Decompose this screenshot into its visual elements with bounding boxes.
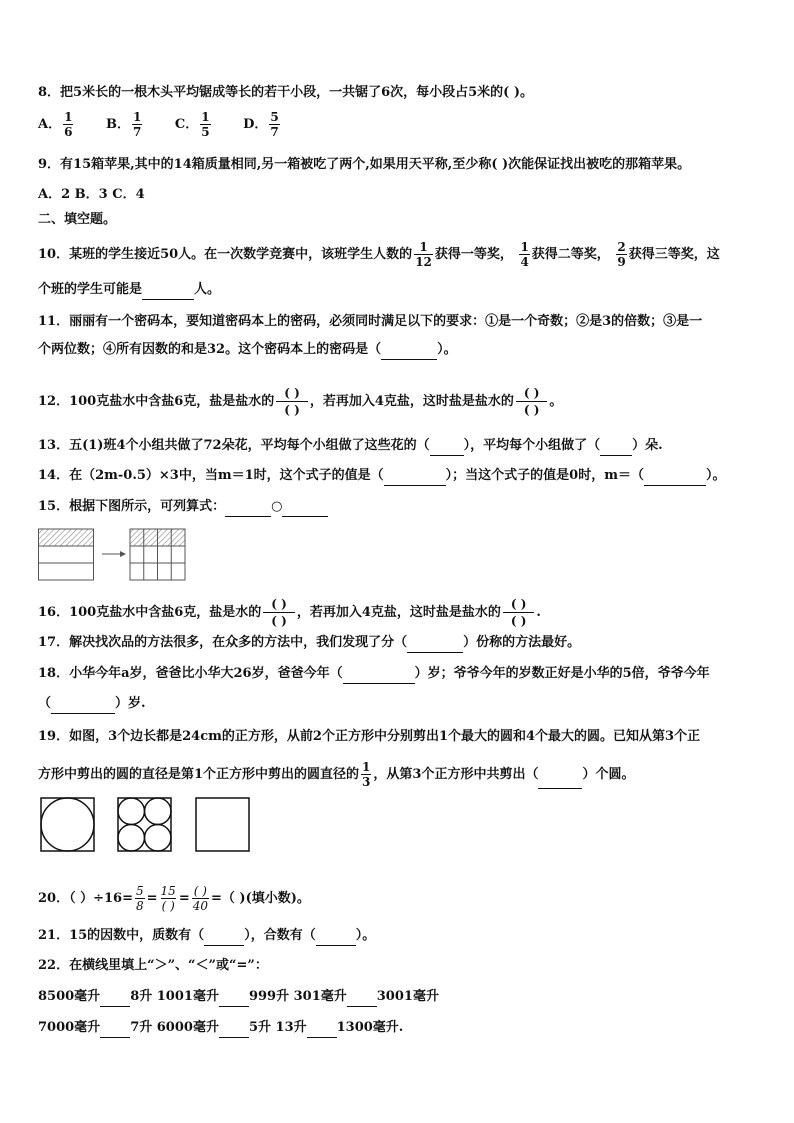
q14-text: 14．在（2m-0.5）×3中，当m＝1时，这个式子的值是（ ）；当这个式子的值是0时，m＝（ ）。 bbox=[38, 466, 725, 486]
q19-line2: 方形中剪出的圆的直径是第1个正方形中剪出的圆直径的 $\frac{1}{3}$ ，从第3个正方形中共剪出（ ）个圆。 bbox=[38, 760, 635, 789]
q22-blank-5[interactable] bbox=[219, 1023, 249, 1038]
q22-title: 22．在横线里填上“＞”、“＜”或“=”： bbox=[38, 958, 268, 973]
q15-right-grid bbox=[130, 529, 185, 580]
q10-answer-blank[interactable] bbox=[142, 285, 194, 300]
q13-blank-2[interactable] bbox=[600, 441, 632, 456]
q18-blank-1[interactable] bbox=[343, 669, 415, 684]
q22-blank-4[interactable] bbox=[100, 1023, 130, 1038]
q8-option-a[interactable]: A． $\frac{1}{6}$ bbox=[38, 110, 73, 139]
q22-row-1: 8500毫升 8升 1001毫升 999升 301毫升 3001毫升 bbox=[38, 987, 439, 1007]
q21-blank-2[interactable] bbox=[316, 931, 356, 946]
q19-square-2 bbox=[118, 798, 171, 851]
q8-option-c[interactable]: C． $\frac{1}{5}$ bbox=[174, 110, 210, 139]
q19-figure bbox=[40, 797, 280, 853]
q20-fraction-3[interactable]: $\frac{( )}{40}$ bbox=[192, 884, 209, 913]
q22-row-2: 7000毫升 7升 6000毫升 5升 13升 1300毫升. bbox=[38, 1018, 403, 1038]
q21-text: 21．15的因数中，质数有（ ），合数有（ ）。 bbox=[38, 926, 375, 946]
q18-line2: （ ）岁. bbox=[38, 694, 146, 714]
q16-fraction-2[interactable]: ( ) ( ) bbox=[503, 596, 535, 629]
q11-line1: 11．丽丽有一个密码本，要知道密码本上的密码，必须同时满足以下的要求：①是一个奇数；②是3的倍数；③是一 bbox=[38, 314, 703, 329]
q16-text: 16．100克盐水中含盐6克，盐是水的 ( ) ( ) ，若再加入4克盐，这时盐是盐水的 ( ) ( ) . bbox=[38, 597, 541, 628]
q17-blank[interactable] bbox=[407, 638, 463, 653]
q22-blank-3[interactable] bbox=[347, 992, 377, 1007]
q15-arrow bbox=[102, 551, 126, 557]
q15-text: 15．根据下图所示，可列算式： ○ bbox=[38, 497, 328, 517]
q18-line1: 18．小华今年a岁，爸爸比小华大26岁，爸爸今年（ ）岁；爷爷今年的岁数正好是小华的5倍，爷爷今年 bbox=[38, 664, 710, 684]
q15-left-rectangle bbox=[39, 529, 94, 580]
q22-blank-1[interactable] bbox=[100, 992, 130, 1007]
q15-blank-1[interactable] bbox=[225, 502, 271, 517]
q8-option-b[interactable]: B． $\frac{1}{7}$ bbox=[105, 110, 142, 139]
q22-blank-6[interactable] bbox=[307, 1023, 337, 1038]
q11-line2: 个两位数；④所有因数的和是32。这个密码本上的密码是（ ）。 bbox=[38, 340, 457, 360]
q12-fraction-1[interactable]: ( ) ( ) bbox=[276, 385, 308, 418]
q9-text: 9．有15箱苹果,其中的14箱质量相同,另一箱被吃了两个,如果用天平称,至少称( )次能保证找出被吃的那箱苹果。 bbox=[38, 157, 691, 172]
section-fill-in: 二、填空题。 bbox=[38, 212, 117, 227]
q19-blank[interactable] bbox=[538, 774, 582, 789]
q10-line2: 个班的学生可能是 人。 bbox=[38, 280, 220, 300]
q12-text: 12．100克盐水中含盐6克，盐是盐水的 ( ) ( ) ，若再加入4克盐，这时盐是盐水的 ( ) ( ) 。 bbox=[38, 386, 563, 417]
q11-answer-blank[interactable] bbox=[381, 345, 437, 360]
q8-option-d[interactable]: D． $\frac{5}{7}$ bbox=[243, 110, 279, 139]
q14-blank-1[interactable] bbox=[384, 471, 446, 486]
q9-options: A．2 B．3 C．4 bbox=[38, 187, 145, 202]
q19-line1: 19．如图，3个边长都是24cm的正方形，从前2个正方形中分别剪出1个最大的圆和4个最大的圆。已知从第3个正 bbox=[38, 729, 701, 744]
q15-figure bbox=[38, 528, 188, 582]
q20-text: 20．（ ）÷16= $\frac{5}{8}$ = $\frac{15}{( )}$ = $\frac{( )}{40}$ =（ )(填小数)。 bbox=[38, 884, 310, 913]
q21-blank-1[interactable] bbox=[204, 931, 244, 946]
q14-blank-2[interactable] bbox=[644, 471, 706, 486]
q8-options bbox=[38, 110, 308, 139]
q17-text: 17．解决找次品的方法很多，在众多的方法中，我们发现了分（ ）份称的方法最好。 bbox=[38, 633, 580, 653]
q13-blank-1[interactable] bbox=[430, 441, 464, 456]
q12-fraction-2[interactable]: ( ) ( ) bbox=[516, 385, 548, 418]
q19-square-3 bbox=[196, 798, 249, 851]
q13-text: 13．五(1)班4个小组共做了72朵花，平均每个小组做了这些花的（ ），平均每个小组做了（ ）朵. bbox=[38, 436, 663, 456]
q22-blank-2[interactable] bbox=[219, 992, 249, 1007]
q10-line1: 10．某班的学生接近50人。在一次数学竞赛中，该班学生人数的 $\frac{1}{12}$ 获得一等奖， $\frac{1}{4}$ 获得二等奖， $\frac{2}{9}$ 获得三等奖，这 bbox=[38, 240, 720, 269]
q15-blank-2[interactable] bbox=[282, 502, 328, 517]
q18-blank-2[interactable] bbox=[51, 699, 115, 714]
q16-fraction-1[interactable]: ( ) ( ) bbox=[263, 596, 295, 629]
q8-text: 8．把5米长的一根木头平均锯成等长的若干小段，一共锯了6次，每小段占5米的( )。 bbox=[38, 85, 534, 100]
q20-fraction-2[interactable]: $\frac{15}{( )}$ bbox=[160, 884, 176, 913]
q19-square-1 bbox=[41, 798, 94, 851]
